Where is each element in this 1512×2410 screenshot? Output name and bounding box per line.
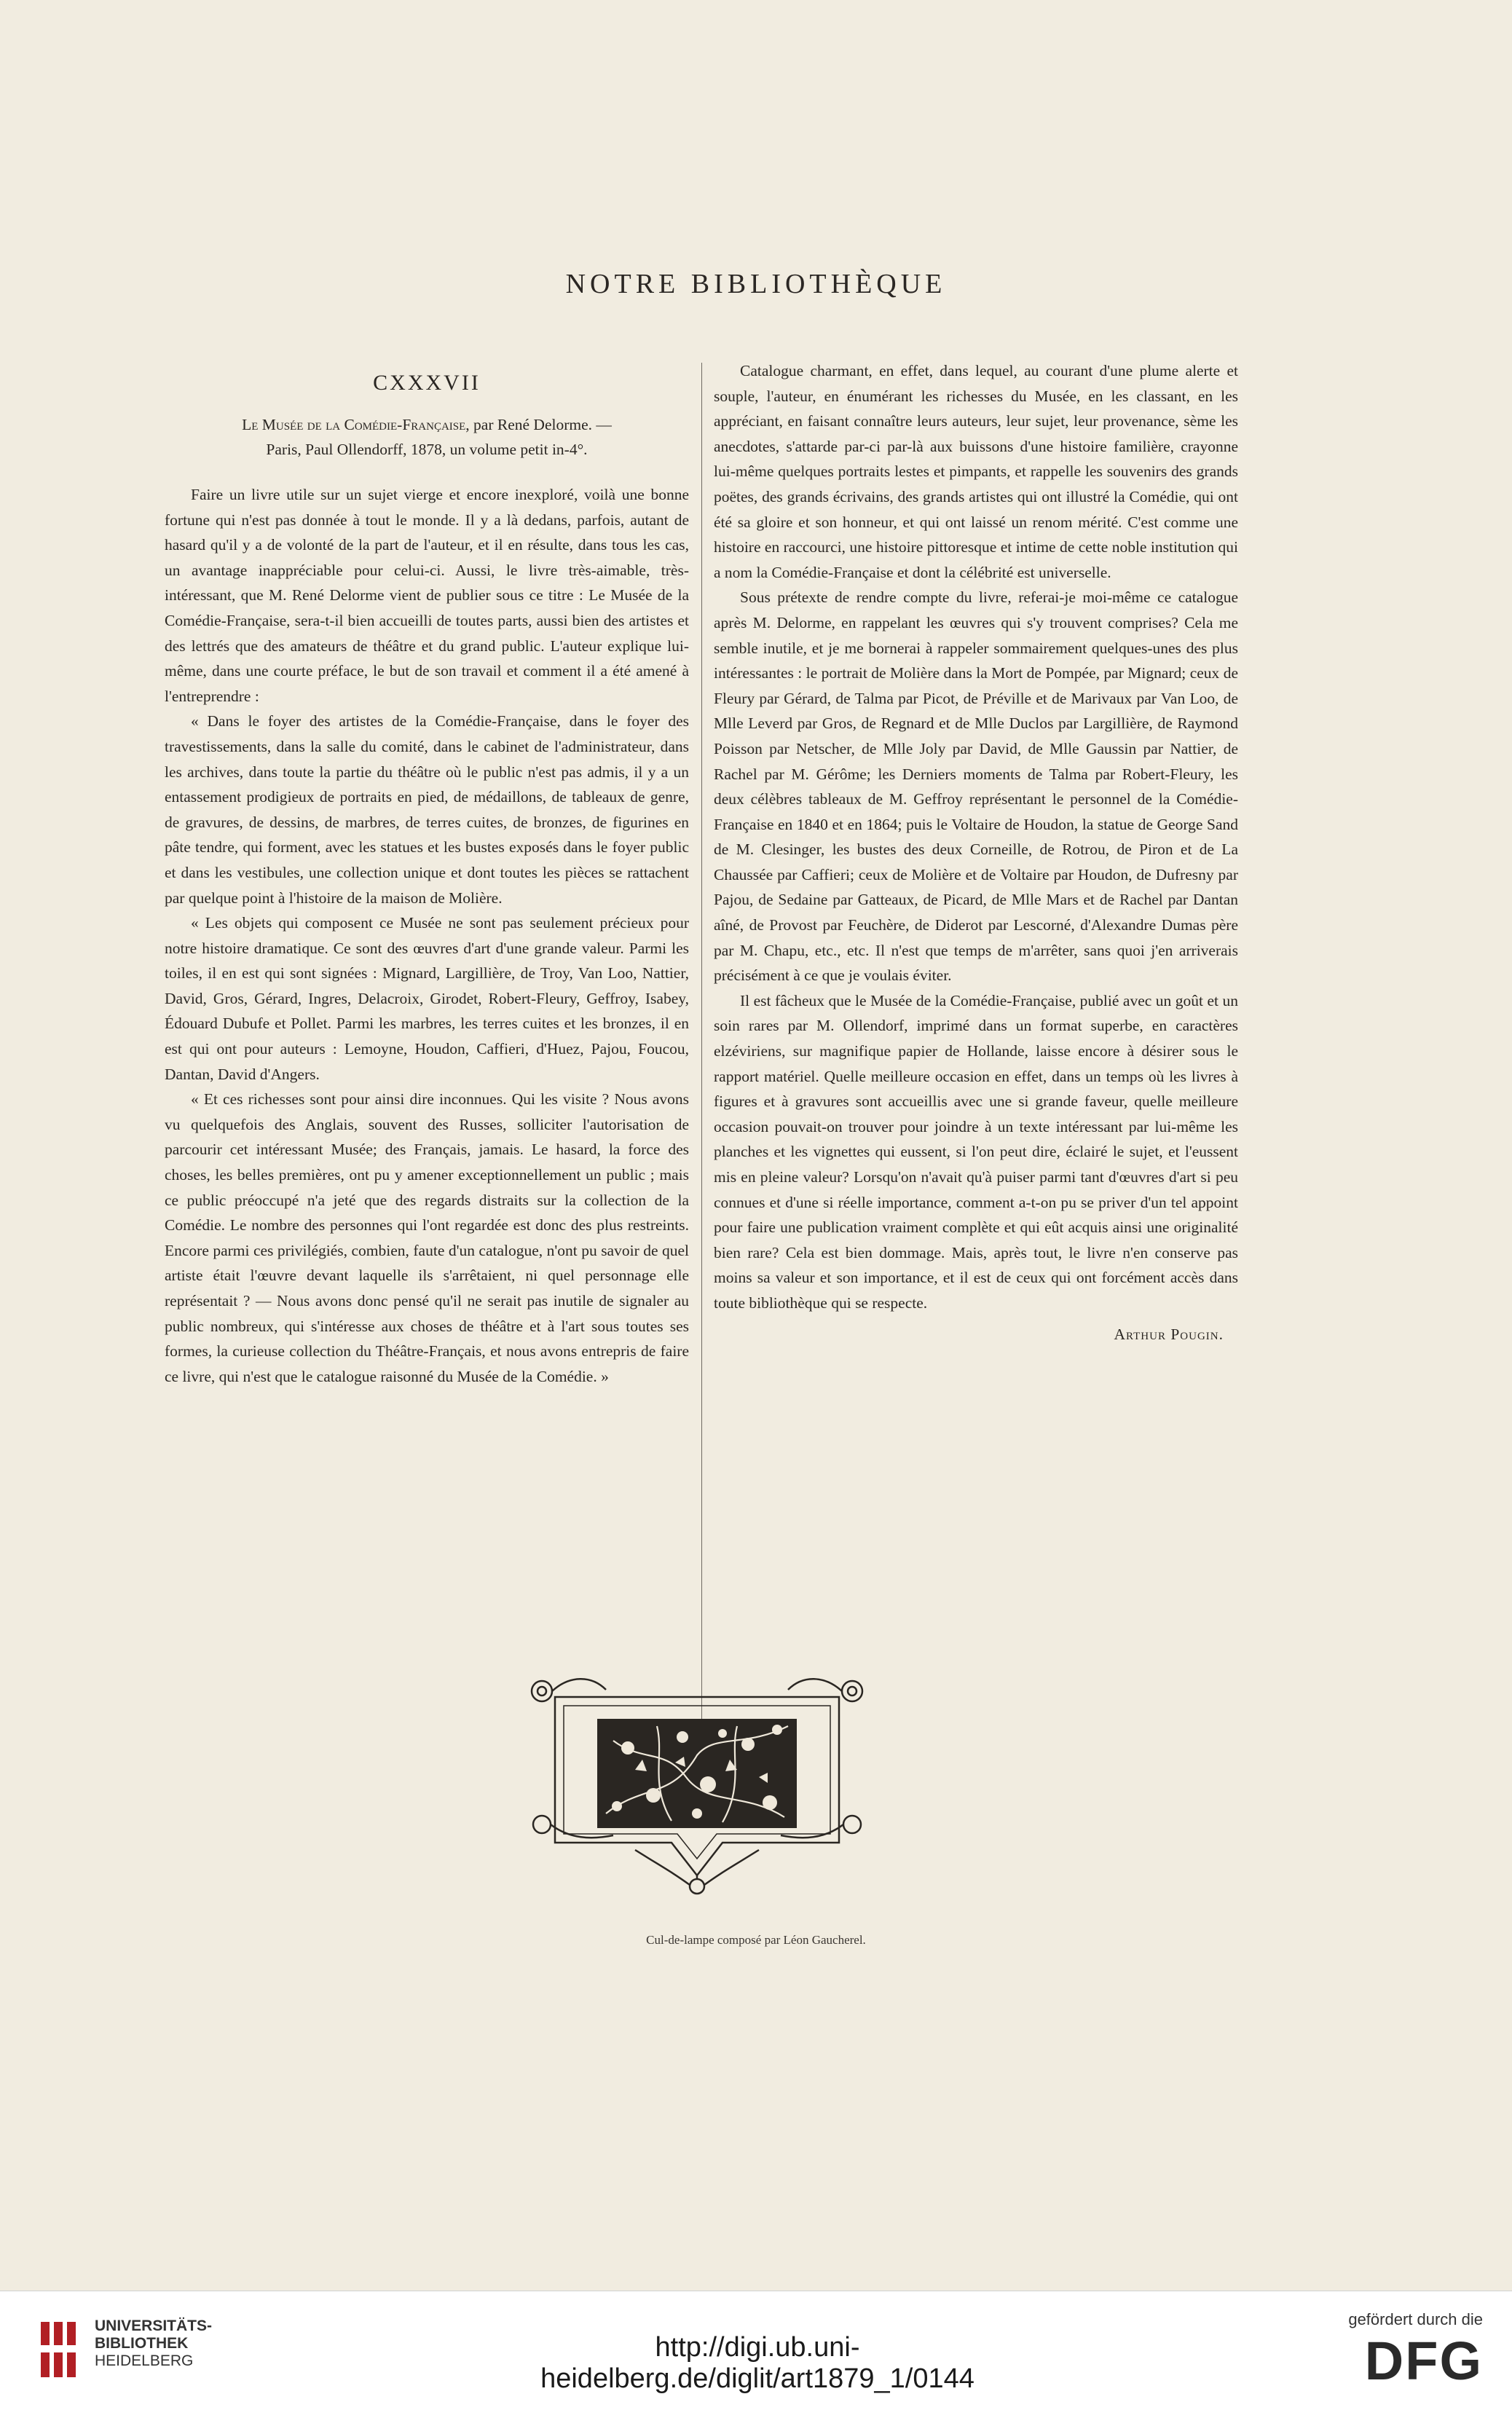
dfg-logo[interactable] (1301, 2310, 1490, 2398)
page-title: NOTRE BIBLIOTHÈQUE (565, 269, 947, 299)
book-reference-author: par René Delorme. — (469, 416, 612, 433)
right-paragraph: Catalogue charmant, en effet, dans lequel, au courant d'une plume alerte et souple, l'auteur, en énumérant les richesses du Musée, en les classant, en les appréciant, en faisant connaître leurs auteurs, leur sujet, leur provenance, sème les anecdotes, s'attarde par-ci par-là aux buissons d'une histoire familière, crayonne lui-même quelques portraits lestes et pimpants, et rappelle les souvenirs des grands poëtes, des grands écrivains, des grands artistes qui ont illustré la Comédie, qui ont été sa gloire et son honneur, et qui ont laissé un renom mérité. C'est comme une histoire en raccourci, une histoire pittoresque et intime de cette noble institution qui a nom la Comédie-Française et dont la célébrité est universelle. (714, 362, 1238, 581)
left-paragraph: Faire un livre utile sur un sujet vierge et encore inexploré, voilà une bonne fortune qui n'est pas donnée à tout le monde. Il y a là dedans, parfois, autant de hasard qu'il y a de volonté de la part de l'auteur, et il en résulte, dans tous les cas, un avantage inappréciable pour celui-ci. Aussi, le livre très-aimable, très-intéressant, que M. René Delorme vient de publier sous ce titre : Le Musée de la Comédie-Française, sera-t-il bien accueilli de toutes parts, aussi bien des artistes et des lettrés que des amateurs de théâtre et du grand public. L'auteur explique lui-même, dans une courte préface, le but de son travail et comment il a été amené à l'entreprendre : (165, 486, 689, 705)
book-reference-title: Le Musée de la Comédie-Française, (242, 416, 470, 433)
library-seal-icon (38, 2319, 84, 2380)
funded-by-label: gefördert durch die (1348, 2310, 1483, 2328)
right-column (714, 358, 1238, 1347)
library-name: UNIVERSITÄTS- BIBLIOTHEK HEIDELBERG (95, 2318, 213, 2369)
left-paragraph: « Les objets qui composent ce Musée ne sont pas seulement précieux pour notre histoire dramatique. Ce sont des œuvres d'art d'une grande valeur. Parmi les toiles, il en est qui sont signées : Mignard, Largillière, de Troy, Van Loo, Nattier, David, Gros, Gérard, Ingres, Delacroix, Girodet, Robert-Fleury, Geffroy, Isabey, Édouard Dubufe et Pollet. Parmi les marbres, les terres cuites et les bronzes, il en est qui ont pour auteurs : Lemoyne, Houdon, Caffieri, d'Huez, Pajou, Foucou, Dantan, David d'Angers. (165, 914, 689, 1083)
book-reference (165, 412, 689, 462)
right-paragraph: Il est fâcheux que le Musée de la Comédie-Française, publié avec un goût et un soin rares par M. Ollendorf, imprimé dans un format superbe, en caractères elzéviriens, sur magnifique papier de Hollande, laisse encore à désirer sous le rapport matériel. Quelle meilleure occasion en effet, dans un temps où les livres à figures et à gravures sont accueillis avec une si grande faveur, quelle meilleure occasion pouvait-on trouver pour joindre à un texte intéressant par lui-même les planches et les vignettes qui eussent, si l'on peut dire, éclairé le sujet, et l'eussent mis en pleine valeur? Lorsqu'on n'avait qu'à puiser parmi tant d'œuvres d'art si peu connues et d'une si réelle importance, comment a-t-on pu se priver d'un tel appoint pour faire une publication vraiment complète et qui eût acquis ainsi une originalité bien rare? Cela est bien dommage. Mais, après tout, le livre n'en conserve pas moins sa valeur et son importance, et il est de ceux qui ont forcément accès dans toute bibliothèque qui se respecte. (714, 991, 1238, 1312)
left-column (165, 358, 689, 1389)
book-reference-publisher: Paris, Paul Ollendorff, 1878, un volume petit in-4°. (266, 441, 588, 458)
left-paragraph: « Dans le foyer des artistes de la Comédie-Française, dans le foyer des travestissements, dans la salle du comité, dans le cabinet de l'administrateur, dans les archives, dans toute la partie du théâtre où le public n'est pas admis, il y a un entassement prodigieux de portraits en pied, de médaillons, de tableaux de genre, de gravures, de dessins, de marbres, de terres cuites, de bronzes, de figurines en pâte tendre, qui forment, avec les statues et les bustes exposés dans le foyer public et dans les vestibules, une collection unique et dont toutes les pièces se rattachent par quelque point à l'histoire de la maison de Molière. (165, 712, 689, 907)
author-signature: Arthur Pougin. (1114, 1325, 1224, 1343)
column-divider (701, 363, 702, 1790)
section-number: CXXXVII (373, 371, 481, 395)
digitization-footer (0, 2291, 1512, 2410)
dfg-wordmark: DFG (1364, 2331, 1483, 2391)
university-library-logo[interactable] (38, 2316, 227, 2386)
right-paragraph: Sous prétexte de rendre compte du livre, referai-je moi-même ce catalogue après M. Delorme, en rappelant les œuvres qui s'y trouvent comprises? Cela me semble inutile, et je me bornerai à rappeler sommairement quelques-unes des plus intéressantes : le portrait de Molière dans la Mort de Pompée, par Mignard; ceux de Fleury par Gérard, de Talma par Picot, de Préville et de Marivaux par Van Loo, de Mlle Leverd par Gros, de Regnard et de Mlle Duclos par Largillière, de Raymond Poisson par Netscher, de Mlle Joly par David, de Mlle Gaussin par Nattier, de Rachel par M. Gérôme; les Derniers moments de Talma par Robert-Fleury, les deux célèbres tableaux de M. Geffroy représentant le personnel de la Comédie-Française en 1840 et en 1864; puis le Voltaire de Houdon, la statue de George Sand de M. Clesinger, les bustes des deux Corneille, de Rotrou, de Piron et de La Chaussée par Caffieri; ceux de Molière et de Voltaire par Houdon, de Dufresny par Pajou, de Sedaine par Gatteaux, de Picard, de Mlle Mars et de Rachel par Dantan aîné, de Provost par Feuchère, de Diderot par Lescorné, d'Alexandre Dumas père par M. Chapu, etc., etc. Il n'est que temps de m'arrêter, sans quoi j'en arriverais précisément à ce que je voulais éviter. (714, 588, 1238, 985)
ornament-caption: Cul-de-lampe composé par Léon Gaucherel. (646, 1933, 866, 1947)
permalink-url[interactable]: http://digi.ub.uni-heidelberg.de/diglit/art1879_1/0144 (540, 2332, 974, 2394)
left-paragraph: « Et ces richesses sont pour ainsi dire inconnues. Qui les visite ? Nous avons vu quelquefois des Anglais, souvent des Russes, solliciter l'autorisation de parcourir cet intéressant Musée; des Français, jamais. Le hasard, la force des choses, les belles premières, ont pu y amener exceptionnellement un public ; mais ce public préoccupé n'a jeté que des regards distraits sur la collection de la Comédie. Le nombre des personnes qui l'ont regardée est donc des plus restreints. Encore parmi ces privilégiés, combien, faute d'un catalogue, n'ont pu savoir de quel artiste était l'œuvre devant laquelle ils s'arrêtaient, ni quel personnage elle représentait ? — Nous avons donc pensé qu'il ne serait pas inutile de signaler au public nombreux, qui s'intéresse aux choses de théâtre et à l'art sous toutes ses formes, la curieuse collection du Théâtre-Français, et nous avons entrepris de faire ce livre, qui n'est que le catalogue raisonné du Musée de la Comédie. » (165, 1090, 689, 1385)
cul-de-lampe-ornament (526, 1668, 868, 1908)
